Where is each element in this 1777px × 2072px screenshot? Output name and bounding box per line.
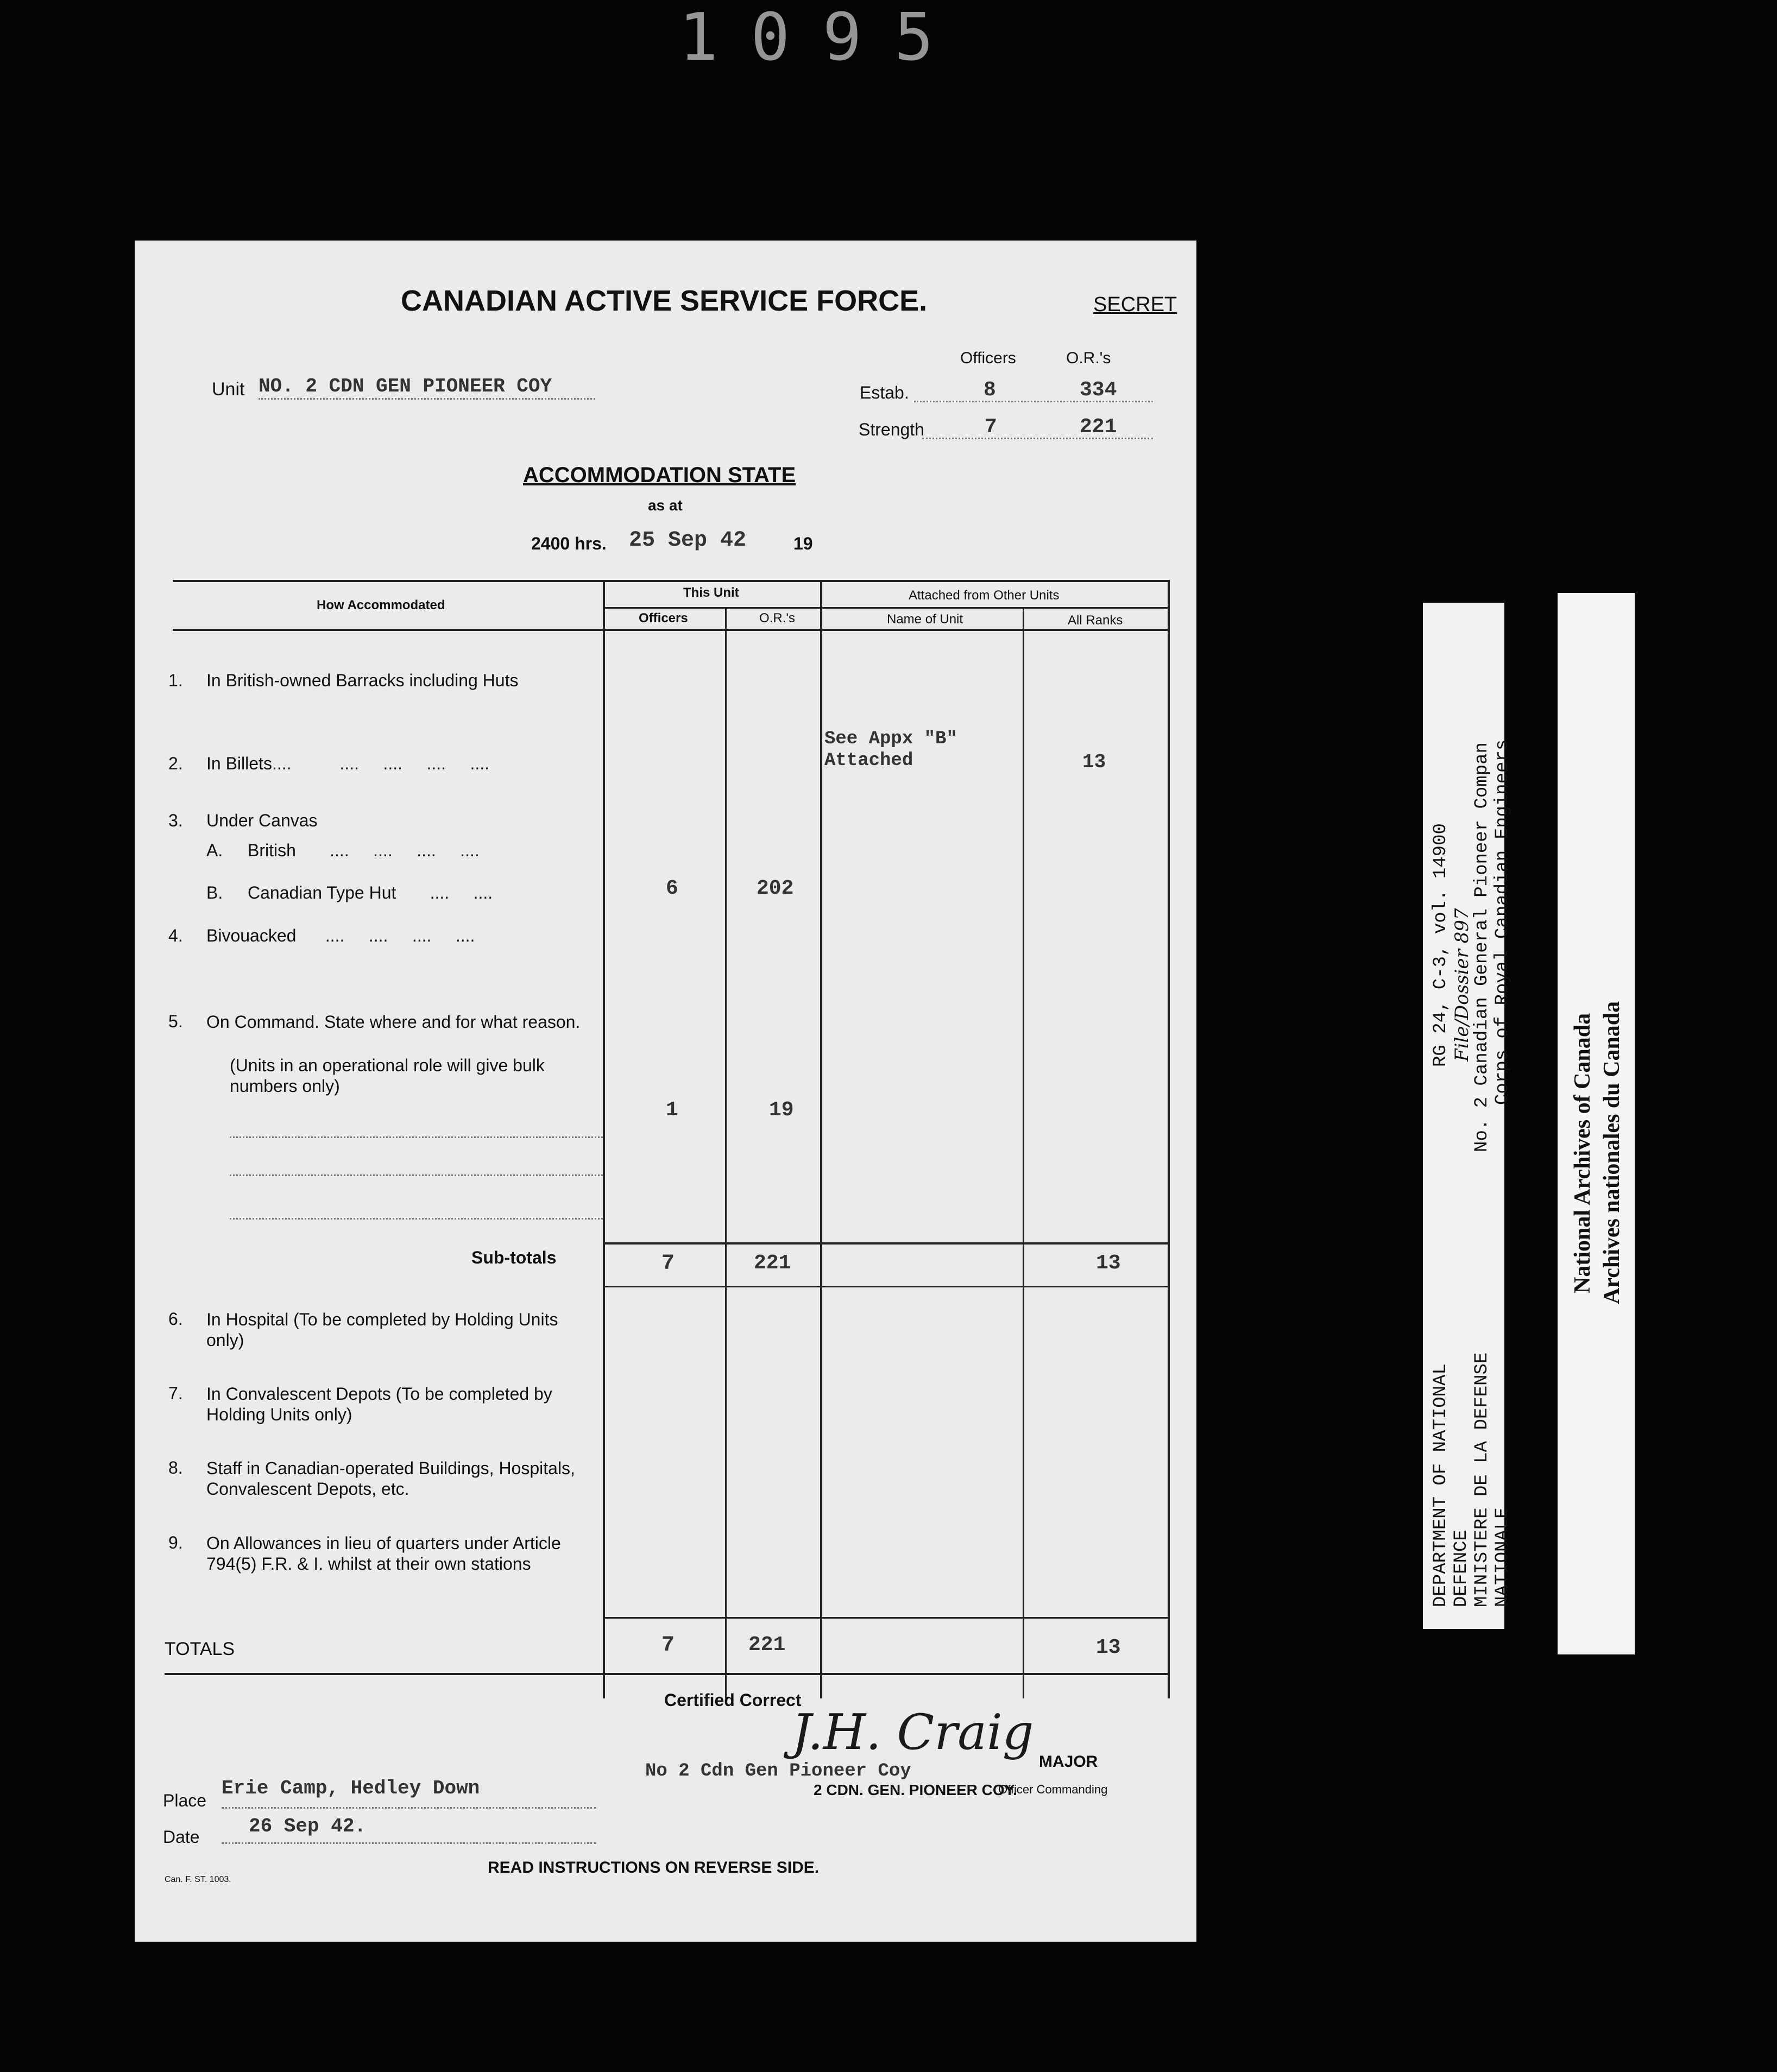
totals-label: TOTALS <box>165 1639 235 1659</box>
row-label: In British-owned Barracks including Huts <box>206 671 519 690</box>
row-label: In Billets.... .... .... .... .... <box>206 754 490 773</box>
signature: J.H. Craig <box>792 1704 1034 1761</box>
row-label: Staff in Canadian-operated Buildings, Hospitals, Convalescent Depots, etc. <box>206 1458 575 1499</box>
subtotal-officers: 7 <box>661 1252 675 1276</box>
estab-col-officers: Officers <box>960 349 1016 367</box>
row-label: Bivouacked .... .... .... .... <box>206 926 475 945</box>
form-title: CANADIAN ACTIVE SERVICE FORCE. <box>401 285 928 317</box>
row-label: British .... .... .... .... <box>248 841 480 860</box>
date-signed: 26 Sep 42. <box>249 1815 367 1837</box>
row-label: In Hospital (To be completed by Holding Units only) <box>206 1310 558 1350</box>
estab-officers: 8 <box>984 378 996 402</box>
row-num: 8. <box>168 1458 183 1477</box>
stamp-unit: 2 CDN. GEN. PIONEER COY. <box>814 1782 1017 1798</box>
classification: SECRET <box>1093 293 1177 316</box>
col-all-ranks: All Ranks <box>1068 613 1123 628</box>
row-num: 7. <box>168 1384 183 1403</box>
dept-line: NATIONALE <box>1492 1507 1513 1607</box>
row-num: 1. <box>168 671 183 690</box>
col-ors: O.R.'s <box>759 611 795 626</box>
rank: MAJOR <box>1039 1753 1098 1771</box>
subtotal-ors: 221 <box>754 1252 791 1275</box>
attached-unit-name: See Appx "B" Attached <box>824 729 957 771</box>
hut-officers: 6 <box>666 877 678 900</box>
unit-stamp: No 2 Cdn Gen Pioneer Coy <box>645 1761 911 1782</box>
as-at: as at <box>648 497 683 514</box>
archive-corps: Corps of Royal Canadian Engineers <box>1492 739 1513 1105</box>
archive-ref: RG 24, C-3, vol. 14900 <box>1431 823 1451 1067</box>
col-how: How Accommodated <box>317 598 445 612</box>
date-value: 25 Sep 42 <box>629 528 747 553</box>
row-num: 2. <box>168 754 183 773</box>
row-label: In Convalescent Depots (To be completed by Holding Units only) <box>206 1384 552 1424</box>
row-label: On Allowances in lieu of quarters under Article 794(5) F.R. & I. whilst at their own stations <box>206 1533 561 1574</box>
unit-label: Unit <box>212 379 245 400</box>
instructions: READ INSTRUCTIONS ON REVERSE SIDE. <box>488 1859 820 1877</box>
command-officers: 1 <box>666 1098 678 1122</box>
nac-english: National Archives of Canada <box>1570 1013 1595 1293</box>
col-name-of-unit: Name of Unit <box>887 612 963 627</box>
row-num: 9. <box>168 1533 183 1552</box>
certified-label: Certified Correct <box>664 1690 802 1710</box>
row-label: On Command. State where and for what reason. <box>206 1012 581 1032</box>
form-number: Can. F. ST. 1003. <box>165 1875 231 1884</box>
archive-unit: No. 2 Canadian General Pioneer Compan <box>1472 742 1492 1152</box>
nac-french: Archives nationales du Canada <box>1599 1001 1624 1304</box>
date-label: Date <box>163 1827 200 1847</box>
command-ors: 19 <box>769 1098 794 1122</box>
row-label: Under Canvas <box>206 811 318 830</box>
time-label: 2400 hrs. <box>531 534 607 553</box>
reel-number: 1095 <box>679 0 966 75</box>
col-attached: Attached from Other Units <box>909 588 1060 603</box>
subtotal-ranks: 13 <box>1096 1252 1121 1275</box>
total-ors: 221 <box>748 1633 786 1657</box>
total-officers: 7 <box>661 1633 675 1658</box>
dept-line: MINISTERE DE LA DEFENSE <box>1472 1352 1492 1607</box>
accommodation-form <box>135 241 1196 1942</box>
row-label: Canadian Type Hut .... .... <box>248 883 493 902</box>
estab-col-ors: O.R.'s <box>1066 349 1111 367</box>
attached-ranks: 13 <box>1082 751 1106 773</box>
archive-file: File/Dossier 897 <box>1451 908 1473 1062</box>
place-label: Place <box>163 1791 207 1810</box>
dept-line: DEFENCE <box>1451 1530 1472 1607</box>
dept-line: DEPARTMENT OF NATIONAL <box>1431 1363 1451 1607</box>
estab-ors: 334 <box>1080 378 1117 402</box>
estab-label: Estab. <box>860 383 909 402</box>
subtitle: ACCOMMODATION STATE <box>523 463 796 487</box>
row-num: 4. <box>168 926 183 945</box>
row-num: A. <box>206 841 223 860</box>
row-num: 3. <box>168 811 183 830</box>
row-note: (Units in an operational role will give bulk numbers only) <box>230 1056 545 1096</box>
col-officers: Officers <box>639 611 688 626</box>
officer-commanding: Officer Commanding <box>998 1783 1108 1796</box>
col-this-unit: This Unit <box>683 585 739 600</box>
strength-officers: 7 <box>985 415 997 439</box>
total-ranks: 13 <box>1096 1636 1121 1659</box>
place-value: Erie Camp, Hedley Down <box>222 1777 480 1799</box>
row-num: 6. <box>168 1309 183 1329</box>
hut-ors: 202 <box>757 877 794 900</box>
row-num: B. <box>206 883 223 902</box>
archive-label <box>1423 603 1513 1629</box>
unit-value: NO. 2 CDN GEN PIONEER COY <box>259 375 552 397</box>
year-prefix: 19 <box>793 534 813 553</box>
archives-stamp <box>1558 593 1635 1654</box>
strength-label: Strength <box>859 420 924 439</box>
row-num: 5. <box>168 1012 183 1031</box>
subtotals-label: Sub-totals <box>471 1248 557 1267</box>
strength-ors: 221 <box>1080 415 1117 439</box>
